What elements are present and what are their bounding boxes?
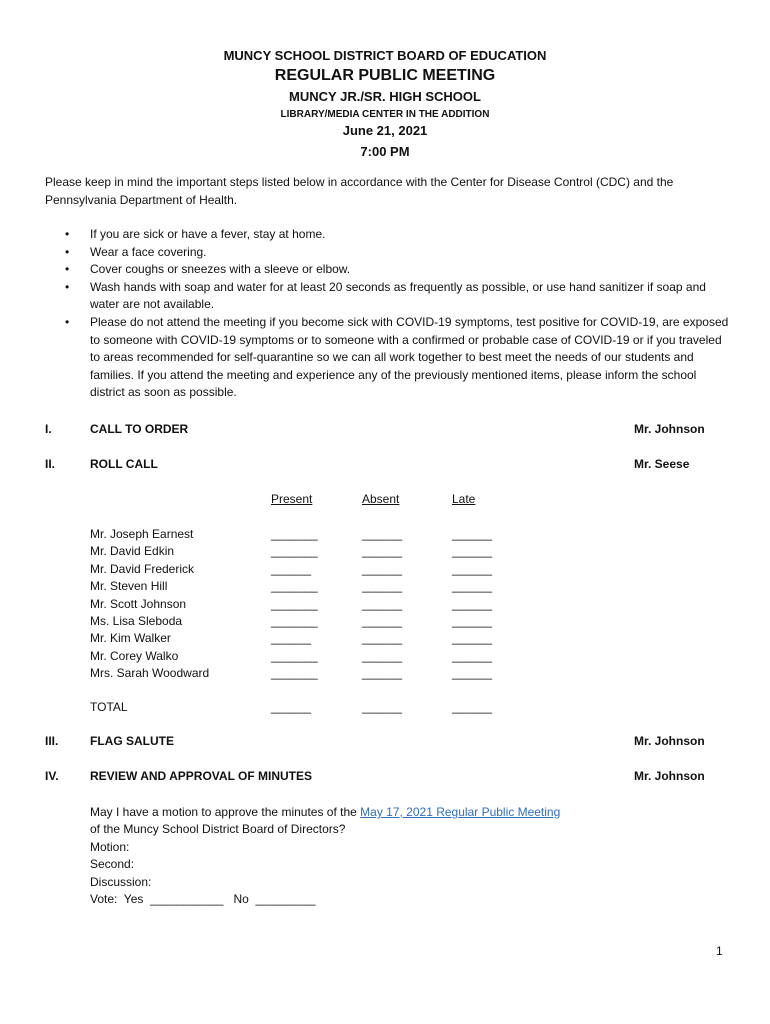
absent-blank: ______ [362, 527, 403, 541]
bullet-icon: • [65, 314, 70, 329]
list-item-text: If you are sick or have a fever, stay at home. [90, 227, 326, 241]
late-blank: ______ [452, 544, 493, 559]
table-row [90, 596, 510, 613]
motion-question-line2: of the Muncy School District Board of Directors? [90, 822, 346, 837]
table-row [90, 648, 510, 665]
member-name: Mr. Joseph Earnest [90, 527, 194, 541]
section-title: CALL TO ORDER [90, 422, 189, 436]
present-blank: _______ [271, 648, 318, 663]
member-name: Mr. Scott Johnson [90, 596, 187, 611]
list-item-text: Cover coughs or sneezes with a sleeve or elbow. [90, 262, 351, 277]
member-name: Ms. Lisa Sleboda [90, 613, 183, 628]
table-row [90, 665, 510, 682]
member-name: Mr. David Edkin [90, 544, 175, 559]
list-item [60, 226, 732, 244]
meeting-title: REGULAR PUBLIC MEETING [274, 67, 496, 84]
late-blank: ______ [452, 631, 493, 646]
absent-blank: ______ [362, 579, 403, 594]
table-row [90, 613, 510, 630]
minutes-motion-block [90, 804, 710, 908]
list-item-text: Wear a face covering. [90, 244, 207, 259]
bullet-icon: • [65, 227, 70, 241]
meeting-date: June 21, 2021 [342, 123, 428, 138]
section-presenter: Mr. Johnson [634, 422, 705, 436]
list-item-text: Please do not attend the meeting if you become sick with COVID-19 symptoms, test positive for COVID-19, are exposed to someone with COVID-19 symptoms or to someone with a confirmed or probable case of COVID-19 or if you traveled to areas recommended for self-quarantine so we can all work together to best meet the needs of our students and families. If you attend the meeting and experience any of the previously mentioned items, please inform the school district as soon as possible. [90, 314, 729, 400]
absent-blank: ______ [362, 613, 403, 628]
motion-question [90, 804, 710, 821]
table-row [90, 543, 510, 560]
absent-blank: ______ [362, 596, 403, 611]
member-name: Mr. Corey Walko [90, 648, 179, 663]
late-blank: ______ [452, 561, 493, 576]
present-blank: _______ [271, 579, 318, 594]
second-label: Second: [90, 857, 135, 872]
health-guidelines-list [60, 226, 732, 402]
late-blank: ______ [452, 666, 493, 681]
org-title: MUNCY SCHOOL DISTRICT BOARD OF EDUCATION [223, 48, 547, 63]
absent-blank: ______ [362, 561, 403, 576]
motion-prefix: May I have a motion to approve the minutes of the [90, 805, 361, 819]
late-blank: ______ [452, 527, 493, 541]
section-number: IV. [45, 769, 59, 783]
table-row [90, 630, 510, 647]
late-blank: ______ [452, 648, 493, 663]
meeting-time: 7:00 PM [360, 144, 410, 159]
intro-paragraph: Please keep in mind the important steps listed below in accordance with the Center for Disease Control (CDC) and the Pennsylvania Department of Health. [45, 175, 674, 207]
section-title: REVIEW AND APPROVAL OF MINUTES [90, 769, 313, 783]
section-presenter: Mr. Johnson [634, 769, 705, 783]
roll-call-roster [90, 526, 510, 683]
total-late-blank: ______ [452, 700, 493, 714]
roll-call-total-row [90, 700, 510, 718]
section-presenter: Mr. Johnson [634, 734, 705, 748]
present-blank: _______ [271, 613, 318, 628]
present-blank: ______ [271, 561, 312, 576]
late-blank: ______ [452, 596, 493, 611]
school-name: MUNCY JR./SR. HIGH SCHOOL [289, 89, 481, 104]
section-review-minutes [45, 769, 725, 787]
present-blank: _______ [271, 596, 318, 611]
list-item-text: Wash hands with soap and water for at least 20 seconds as frequently as possible, or use hand sanitizer if soap and water are not available. [90, 279, 706, 312]
late-blank: ______ [452, 613, 493, 628]
section-number: III. [45, 734, 59, 748]
table-row [90, 561, 510, 578]
total-absent-blank: ______ [362, 700, 403, 714]
bullet-icon: • [65, 244, 70, 259]
column-present: Present [271, 492, 313, 506]
bullet-icon: • [65, 262, 70, 277]
present-blank: _______ [271, 544, 318, 559]
absent-blank: ______ [362, 631, 403, 646]
present-blank: _______ [271, 527, 318, 541]
member-name: Mr. Kim Walker [90, 631, 171, 646]
minutes-link[interactable]: May 17, 2021 Regular Public Meeting [360, 805, 561, 819]
discussion-label: Discussion: [90, 874, 152, 889]
section-title: ROLL CALL [90, 457, 158, 471]
list-item [60, 261, 732, 279]
absent-blank: ______ [362, 648, 403, 663]
section-number: II. [45, 457, 56, 471]
motion-label: Motion: [90, 839, 130, 854]
total-label: TOTAL [90, 700, 128, 714]
present-blank: _______ [271, 666, 318, 681]
section-call-to-order [45, 422, 725, 440]
table-row [90, 578, 510, 595]
list-item [60, 279, 732, 314]
column-late: Late [452, 492, 476, 506]
section-roll-call [45, 457, 725, 475]
page-number: 1 [716, 944, 723, 958]
table-row [90, 526, 510, 543]
bullet-icon: • [65, 279, 70, 294]
absent-blank: ______ [362, 666, 403, 681]
late-blank: ______ [452, 579, 493, 594]
list-item [60, 244, 732, 262]
list-item [60, 314, 732, 402]
member-name: Mr. David Frederick [90, 561, 195, 576]
absent-blank: ______ [362, 544, 403, 559]
member-name: Mr. Steven Hill [90, 579, 168, 594]
present-blank: ______ [271, 631, 312, 646]
vote-line: Vote: Yes ___________ No _________ [90, 892, 316, 907]
section-flag-salute [45, 734, 725, 752]
meeting-location: LIBRARY/MEDIA CENTER IN THE ADDITION [280, 109, 490, 120]
member-name: Mrs. Sarah Woodward [90, 666, 210, 681]
section-title: FLAG SALUTE [90, 734, 174, 748]
section-number: I. [45, 422, 52, 436]
total-present-blank: ______ [271, 700, 312, 714]
section-presenter: Mr. Seese [634, 457, 690, 471]
column-absent: Absent [362, 492, 400, 506]
